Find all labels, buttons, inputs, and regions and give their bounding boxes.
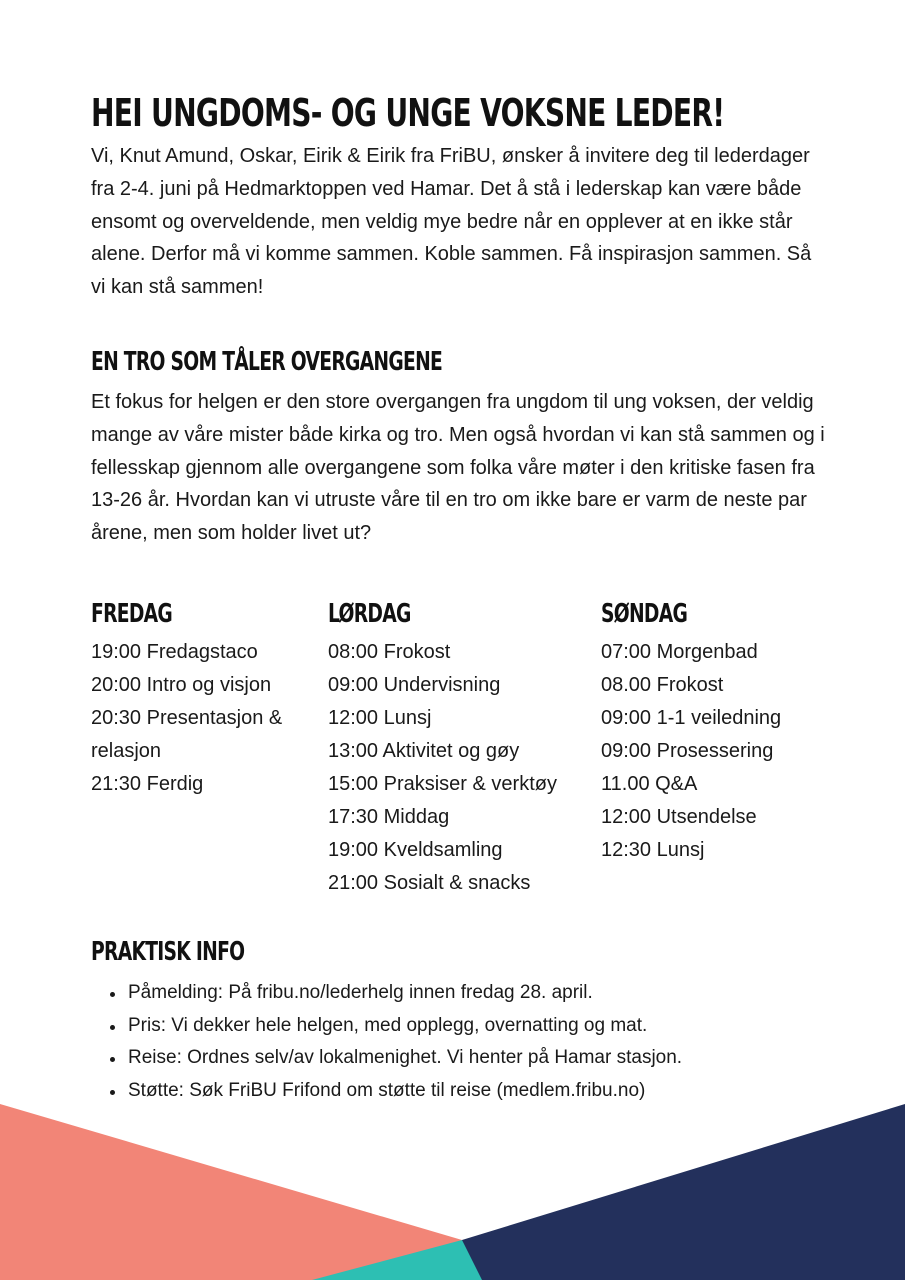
schedule-item: 19:00 Fredagstaco [91,641,258,663]
schedule-item: 20:30 Presentasjon & relasjon [91,707,283,762]
main-title: HEI UNGDOMS- OG UNGE VOKSNE LEDER! [91,91,725,135]
focus-paragraph: Et fokus for helgen er den store overgangen fra ungdom til ung voksen, der veldig mange av våre mister både kirka og tro. Men også hvordan vi kan stå sammen og i fellesskap gjennom alle overgangene som folka våre møter i den kritiske fasen fra 13-26 år. Hvordan kan vi utruste våre til en tro om ikke bare er varm de neste par årene, men som holder livet ut? [91,391,825,545]
practical-heading: PRAKTISK INFO [91,937,245,967]
schedule-item: 12:30 Lunsj [601,839,705,861]
schedule-item: 17:30 Middag [328,806,450,828]
friday-heading: FREDAG [91,599,173,629]
schedule-item: 21:00 Sosialt & snacks [328,872,531,894]
schedule-item: 20:00 Intro og visjon [91,674,272,696]
info-item: Påmelding: På fribu.no/lederhelg innen fredag 28. april. [106,977,682,1010]
info-item: Reise: Ordnes selv/av lokalmenighet. Vi henter på Hamar stasjon. [106,1042,682,1075]
saturday-schedule [328,636,557,900]
schedule-item: 19:00 Kveldsamling [328,839,503,861]
intro-paragraph: Vi, Knut Amund, Oskar, Eirik & Eirik fra FriBU, ønsker å invitere deg til lederdager fra 2-4. juni på Hedmarktoppen ved Hamar. Det å stå i lederskap kan være både ensomt og overveldende, men veldig mye bedre når en opplever at en ikke står alene. Derfor må vi komme sammen. Koble sammen. Få inspirasjon sammen. Så vi kan stå sammen! [91,145,812,299]
info-item: Pris: Vi dekker hele helgen, med opplegg, overnatting og mat. [106,1010,682,1043]
schedule-item: 12:00 Utsendelse [601,806,757,828]
schedule-item: 09:00 Prosessering [601,740,774,762]
sunday-schedule [601,636,781,867]
navy-triangle [452,1104,905,1280]
focus-heading: EN TRO SOM TÅLER OVERGANGENE [91,347,443,377]
practical-info-list [106,977,682,1107]
schedule-item: 15:00 Praksiser & verktøy [328,773,557,795]
schedule-item: 07:00 Morgenbad [601,641,758,663]
schedule-item: 08.00 Frokost [601,674,724,696]
schedule-item: 09:00 1-1 veiledning [601,707,782,729]
schedule-item: 08:00 Frokost [328,641,451,663]
schedule-item: 13:00 Aktivitet og gøy [328,740,520,762]
saturday-heading: LØRDAG [328,599,411,629]
schedule-item: 09:00 Undervisning [328,674,501,696]
coral-triangle [0,1104,482,1280]
sunday-heading: SØNDAG [601,599,688,629]
friday-schedule [91,636,311,801]
schedule-item: 12:00 Lunsj [328,707,432,729]
info-item: Støtte: Søk FriBU Frifond om støtte til reise (medlem.fribu.no) [106,1075,682,1108]
schedule-item: 21:30 Ferdig [91,773,204,795]
schedule-item: 11.00 Q&A [601,773,698,795]
